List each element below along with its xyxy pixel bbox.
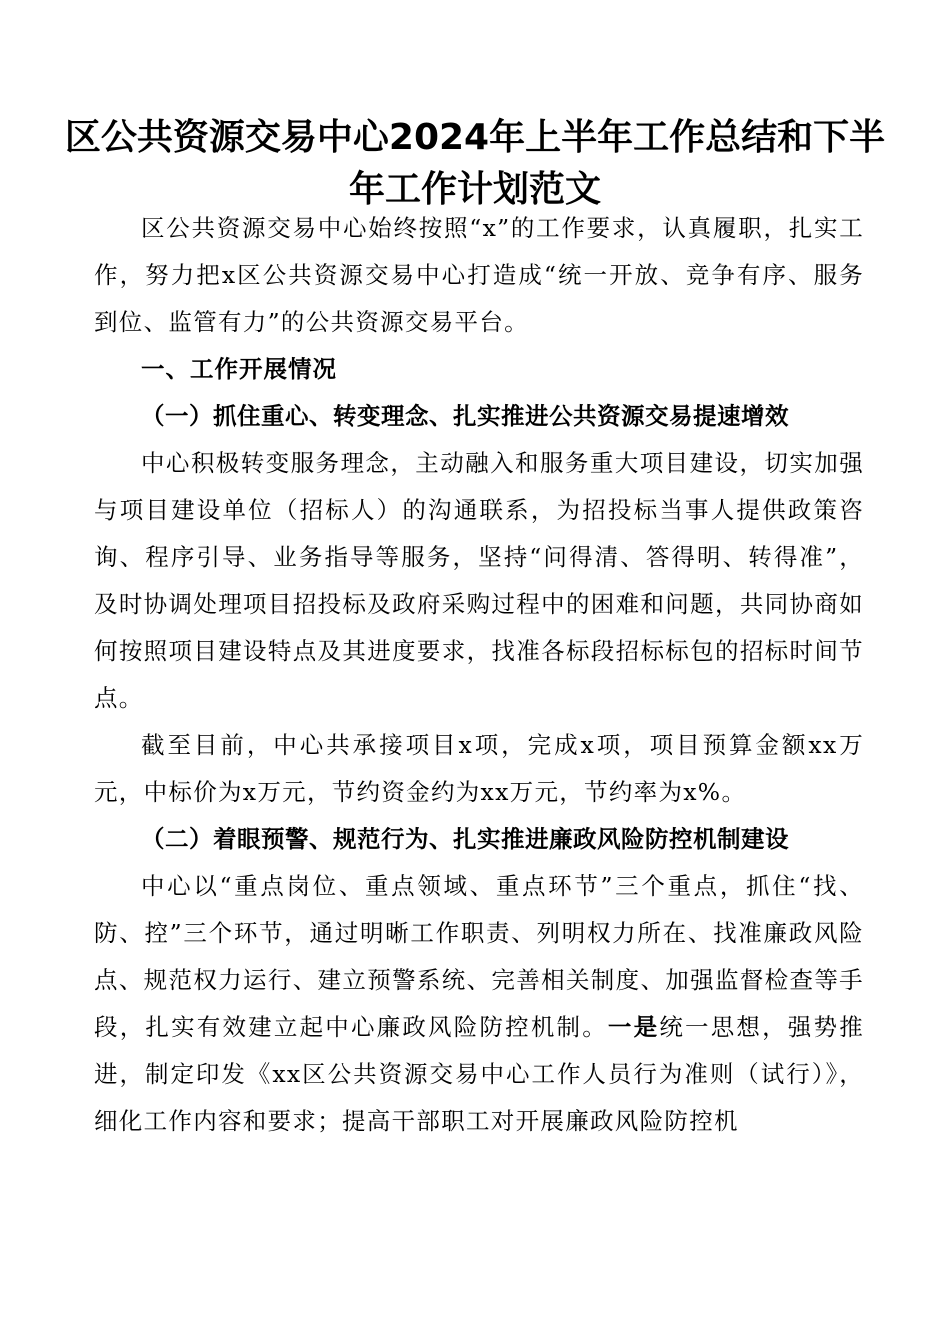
subsection-heading-2: （二）着眼预警、规范行为、扎实推进廉政风险防控机制建设 — [141, 825, 789, 853]
section-heading-1: 一、工作开展情况 — [141, 355, 337, 383]
emphasis-text: 一是 — [607, 1013, 660, 1041]
subsection-1-paragraph-1: 中心积极转变服务理念，主动融入和服务重大项目建设，切实加强与项目建设单位（招标人）的沟通联系，为招投标当事人提供政策咨询、程序引导、业务指导等服务，坚持“问得清、答得明、转得准”，及时协调处理项目招投标及政府采购过程中的困难和问题，共同协商如何按照项目建设特点及其进度要求，找准各标段招标标包的招标时间节点。 — [94, 449, 864, 712]
paragraph-text-part-a: 中心以“重点岗位、重点领域、重点环节”三个重点，抓住“找、防、控”三个环节，通过明晰工作职责、列明权力所在、找准廉政风险点、规范权力运行、建立预警系统、完善相关制度、加强监督检查等手段，扎实有效建立起中心廉政风险防控机制。 — [94, 872, 864, 1041]
subsection-heading-1: （一）抓住重心、转变理念、扎实推进公共资源交易提速增效 — [141, 402, 789, 430]
document-body — [94, 205, 864, 1145]
intro-paragraph: 区公共资源交易中心始终按照“x”的工作要求，认真履职，扎实工作，努力把x区公共资源交易中心打造成“统一开放、竞争有序、服务到位、监管有力”的公共资源交易平台。 — [94, 214, 864, 336]
subsection-1-paragraph-2: 截至目前，中心共承接项目x项，完成x项，项目预算金额xx万元，中标价为x万元，节约资金约为xx万元，节约率为x%。 — [94, 731, 864, 806]
paragraph-text-part-b: 统一思想，强势推进，制定印发《xx区公共资源交易中心工作人员行为准则（试行）》，细化工作内容和要求；提高干部职工对开展廉政风险防控机 — [94, 1013, 864, 1135]
document-title: 区公共资源交易中心2024年上半年工作总结和下半年工作计划范文 — [64, 117, 886, 210]
subsection-2-paragraph-1 — [94, 863, 864, 1145]
